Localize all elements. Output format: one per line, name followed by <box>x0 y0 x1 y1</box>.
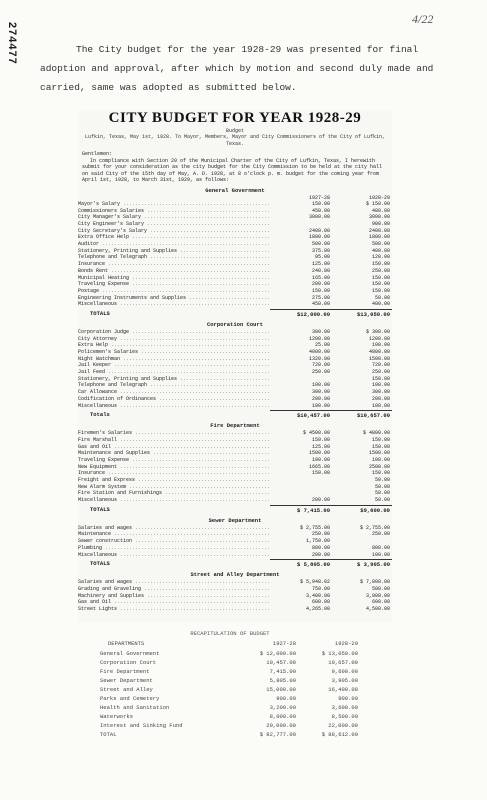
row-label: Maintenance ..... <box>78 531 270 538</box>
row-label: Jail Feed ..... <box>78 369 270 376</box>
row-label: New Alarm System ..... <box>78 484 270 491</box>
row-amount-1928: 720.00 <box>371 362 390 369</box>
budget-row <box>78 437 392 444</box>
row-label: Machinery and Supplies ..... <box>78 593 270 600</box>
recap-label: Interest and Sinking Fund <box>100 722 183 729</box>
row-amount-1928: 500.00 <box>371 241 390 248</box>
row-amount-1928: 900.00 <box>371 221 390 228</box>
row-amount-1927: $ 5,948.02 <box>299 579 330 586</box>
budget-row <box>78 241 392 248</box>
row-amount-1927: 375.00 <box>311 247 330 254</box>
row-label: Car Allowance ..... <box>78 389 270 396</box>
row-label: Codification of Ordinances ..... <box>78 396 270 403</box>
budget-row <box>78 525 392 532</box>
recap-1928: 9,600.00 <box>331 668 358 675</box>
row-amount-1927: 720.00 <box>311 362 330 369</box>
budget-row <box>78 288 392 295</box>
recap-1928: 16,400.00 <box>328 686 358 693</box>
budget-row <box>78 484 392 491</box>
recap-1927: 3,200.00 <box>269 704 296 711</box>
recap-1928: 10,657.00 <box>328 659 358 666</box>
row-label: Postage ..... <box>78 288 270 295</box>
budget-row <box>78 234 392 241</box>
salutation: Gentlemen: <box>82 151 113 157</box>
row-amount-1928: 300.00 <box>371 389 390 396</box>
budget-row <box>78 295 392 302</box>
row-label: Jail Keeper ..... <box>78 362 270 369</box>
row-amount-1928: 100.00 <box>371 342 390 349</box>
row-amount-1927: 750.00 <box>311 585 330 592</box>
row-amount-1928: 3,000.00 <box>365 592 390 599</box>
budget-row <box>78 444 392 451</box>
row-amount-1927: 2400.00 <box>308 227 330 234</box>
row-amount-1928: 1500.00 <box>368 450 390 457</box>
row-label: Fire Marshall ..... <box>78 437 270 444</box>
row-amount-1928: 250.00 <box>371 369 390 376</box>
row-amount-1927: 1,750.00 <box>305 538 330 545</box>
section-heading: Corporation Court <box>206 320 264 328</box>
total-label: TOTALS <box>90 309 110 317</box>
row-amount-1928: 600.00 <box>371 599 390 606</box>
recap-col2: 1928-29 <box>334 640 358 647</box>
recap-1927: 15,000.00 <box>266 686 296 693</box>
recap-row <box>100 721 360 730</box>
row-amount-1927: 3,400.00 <box>305 592 330 599</box>
clipping-subtitle: Budget <box>225 128 244 134</box>
recap-col-label: DEPARTMENTS <box>108 640 145 647</box>
budget-row <box>78 470 392 477</box>
row-label: Extra Office Help ..... <box>78 234 270 241</box>
budget-row <box>78 362 392 369</box>
row-label: Miscellaneous ..... <box>78 403 270 410</box>
row-label: Stationery, Printing and Supplies ..... <box>78 376 270 383</box>
row-label: Firemen's Salaries ..... <box>78 430 270 437</box>
row-amount-1928: 50.00 <box>374 497 390 504</box>
row-amount-1928: 150.00 <box>371 375 390 382</box>
budget-row <box>78 376 392 383</box>
recap-row <box>100 712 360 721</box>
row-amount-1928: 150.00 <box>371 274 390 281</box>
recap-row <box>100 694 360 703</box>
row-amount-1928: 500.00 <box>371 585 390 592</box>
budget-row <box>78 201 392 208</box>
row-amount-1928: $ 150.00 <box>365 200 390 207</box>
row-label: Policemen's Salaries ..... <box>78 349 270 356</box>
row-amount-1928: 50.00 <box>374 490 390 497</box>
budget-row <box>78 396 392 403</box>
recap-1927: 10,457.00 <box>266 659 296 666</box>
row-amount-1928: 4,500.00 <box>365 605 390 612</box>
budget-row <box>78 599 392 606</box>
budget-clipping <box>78 110 392 622</box>
recap-1928: 900.00 <box>338 695 358 702</box>
body-text: In compliance with Section 20 of the Municipal Charter of the City of Lufkin, Texas, I herewith submit for your consideration as the city budget for the City Commission to be held at the city hall on said City of the 15th day of May, A. D. 1928, at 8 o'clock p. m. budget for the coming year from April 1st, 1928, to March 31st, 1929, as follows: <box>82 157 383 184</box>
budget-row <box>78 248 392 255</box>
row-amount-1927: $ 4500.00 <box>302 430 330 437</box>
row-amount-1927: 4,265.00 <box>305 605 330 612</box>
row-label: Bonds Rent ..... <box>78 268 270 275</box>
row-amount-1927: 800.00 <box>311 544 330 551</box>
row-amount-1928: 120.00 <box>371 254 390 261</box>
row-amount-1927: 450.00 <box>311 207 330 214</box>
row-amount-1928: 2500.00 <box>368 463 390 470</box>
row-label: Miscellaneous ..... <box>78 552 270 559</box>
recap-1928: $ 88,612.00 <box>321 731 358 738</box>
budget-row <box>78 281 392 288</box>
row-label: Gas and Oil ..... <box>78 599 270 606</box>
row-amount-1928: 1500.00 <box>368 355 390 362</box>
budget-row <box>78 497 392 504</box>
row-amount-1927: 95.00 <box>314 254 330 261</box>
row-label: Miscellaneous ..... <box>78 301 270 308</box>
budget-row <box>78 369 392 376</box>
recap-row <box>100 658 360 667</box>
row-label: Auditor ..... <box>78 241 270 248</box>
budget-row <box>78 221 392 228</box>
row-amount-1927: 300.00 <box>311 328 330 335</box>
recap-row <box>100 703 360 712</box>
row-amount-1927: 4000.00 <box>308 349 330 356</box>
row-amount-1928: 100.00 <box>371 456 390 463</box>
row-amount-1928: $ 7,800.00 <box>359 579 390 586</box>
budget-row <box>78 208 392 215</box>
recap-1927: 8,000.00 <box>269 713 296 720</box>
total-1928: $9,600.00 <box>330 505 392 514</box>
row-amount-1928: 150.00 <box>371 287 390 294</box>
row-label: Insurance ..... <box>78 470 270 477</box>
recap-1928: 3,905.00 <box>331 677 358 684</box>
row-amount-1928: 150.00 <box>371 436 390 443</box>
row-label: Mayor's Salary ..... <box>78 201 270 208</box>
budget-row <box>78 606 392 613</box>
row-amount-1928: 800.00 <box>371 544 390 551</box>
recap-label: Street and Alley <box>100 686 153 693</box>
row-amount-1928: 3000.00 <box>368 214 390 221</box>
row-label: Miscellaneous ..... <box>78 497 270 504</box>
row-amount-1928: 2400.00 <box>368 227 390 234</box>
budget-sections <box>78 187 392 613</box>
row-amount-1927: 150.00 <box>311 436 330 443</box>
row-amount-1928: 400.00 <box>371 247 390 254</box>
column-1928-29: 1928-29 <box>368 194 390 201</box>
budget-row <box>78 336 392 343</box>
section-heading: Sewer Department <box>208 516 262 524</box>
budget-row <box>78 531 392 538</box>
budget-row <box>78 538 392 545</box>
budget-row <box>78 342 392 349</box>
column-1927-28: 1927-28 <box>308 194 330 201</box>
row-label: Sewer construction ..... <box>78 538 270 545</box>
row-amount-1928: 150.00 <box>371 443 390 450</box>
budget-row <box>78 579 392 586</box>
recapitulation <box>100 630 360 739</box>
recap-1928: 3,600.00 <box>331 704 358 711</box>
recap-1927: 900.00 <box>276 695 296 702</box>
row-amount-1927: 1320.00 <box>308 355 330 362</box>
section-heading: Fire Department <box>210 422 260 430</box>
row-label: Extra Help ..... <box>78 342 270 349</box>
clipping-title: CITY BUDGET FOR YEAR 1928-29 <box>108 110 362 126</box>
budget-row <box>78 477 392 484</box>
recap-label: Sewer Department <box>100 677 153 684</box>
recap-1927: 20,000.00 <box>266 722 296 729</box>
row-amount-1927: 125.00 <box>311 261 330 268</box>
row-amount-1928: 250.00 <box>371 531 390 538</box>
recap-label: Health and Sanitation <box>100 704 170 711</box>
row-label: Night Watchman ..... <box>78 356 270 363</box>
budget-row <box>78 301 392 308</box>
row-amount-1927: 3000.00 <box>308 214 330 221</box>
section-total <box>78 410 392 419</box>
row-label: Insurance ..... <box>78 261 270 268</box>
row-label: City Secretary's Salary ..... <box>78 228 270 235</box>
row-label: Municipal Heating ..... <box>78 275 270 282</box>
row-amount-1928: $ 2,755.00 <box>359 524 390 531</box>
row-amount-1928: 150.00 <box>371 261 390 268</box>
budget-row <box>78 275 392 282</box>
row-amount-1927: 250.00 <box>311 531 330 538</box>
row-amount-1927: 600.00 <box>311 599 330 606</box>
intro-paragraph <box>40 40 460 97</box>
row-label: New Equipment ..... <box>78 464 270 471</box>
row-amount-1927: 500.00 <box>311 241 330 248</box>
row-amount-1927: 275.00 <box>311 294 330 301</box>
budget-row <box>78 430 392 437</box>
row-amount-1927: 100.00 <box>311 456 330 463</box>
row-amount-1928: 1800.00 <box>368 234 390 241</box>
total-1927: $12,000.00 <box>270 309 330 318</box>
total-label: Totals <box>90 411 110 419</box>
row-label: Commissioners Salaries ..... <box>78 208 270 215</box>
row-label: City Engineer's Salary ..... <box>78 221 270 228</box>
recap-1928: 8,500.00 <box>331 713 358 720</box>
budget-row <box>78 356 392 363</box>
recap-1927: $ 12,000.00 <box>259 650 296 657</box>
recap-rows <box>100 649 360 739</box>
row-amount-1927: 1500.00 <box>308 450 330 457</box>
budget-row <box>78 349 392 356</box>
row-label: Grading and Graveling ..... <box>78 586 270 593</box>
row-label: Traveling Expense ..... <box>78 457 270 464</box>
row-amount-1927: 200.00 <box>311 551 330 558</box>
recap-label: Fire Department <box>100 668 150 675</box>
row-amount-1927: 150.00 <box>311 287 330 294</box>
row-amount-1927: 240.00 <box>311 267 330 274</box>
total-1928: $ 3,905.00 <box>330 559 392 568</box>
total-label: TOTALS <box>90 505 110 513</box>
recap-1928: 22,000.00 <box>328 722 358 729</box>
budget-row <box>78 586 392 593</box>
intro-text: The City budget for the year 1928-29 was presented for final adoption and approval, after which by motion and second duly made and carried, same was adopted as submitted below. <box>40 44 434 93</box>
row-amount-1928: 100.00 <box>371 551 390 558</box>
section-heading: General Government <box>205 186 265 194</box>
recap-1927: 5,805.00 <box>269 677 296 684</box>
recap-col1: 1927-28 <box>272 640 296 647</box>
recap-label: Parks and Cemetery <box>100 695 160 702</box>
budget-row <box>78 490 392 497</box>
row-label: Telephone and Telegraph ..... <box>78 382 270 389</box>
row-amount-1928: 1200.00 <box>368 335 390 342</box>
total-label: TOTALS <box>90 560 110 568</box>
recap-column-header <box>100 640 360 647</box>
row-amount-1927: 1800.00 <box>308 234 330 241</box>
row-amount-1928: 150.00 <box>371 470 390 477</box>
row-amount-1928: $ 4800.00 <box>362 430 390 437</box>
row-amount-1927: 1665.00 <box>308 463 330 470</box>
recap-label: TOTAL <box>100 731 117 738</box>
row-label: Salaries and wages ..... <box>78 525 270 532</box>
row-amount-1927: 125.00 <box>311 443 330 450</box>
row-amount-1927: 100.00 <box>311 382 330 389</box>
budget-row <box>78 228 392 235</box>
row-label: City Attorney ..... <box>78 336 270 343</box>
clipping-dateline: Lufkin, Texas, May 1st, 1928. To Mayor, Members, Mayor and City Commissioners of the City of Lufkin, Texas. <box>84 134 386 147</box>
row-amount-1928: 400.00 <box>371 301 390 308</box>
row-amount-1928: 50.00 <box>374 483 390 490</box>
row-label: Maintenance and Supplies ..... <box>78 450 270 457</box>
row-amount-1927: 100.00 <box>311 402 330 409</box>
recap-1927: $ 82,777.00 <box>259 731 296 738</box>
budget-row <box>78 403 392 410</box>
budget-row <box>78 593 392 600</box>
row-label: Fire Station and Furnishings ..... <box>78 490 270 497</box>
row-amount-1927: $ 2,755.00 <box>299 524 330 531</box>
recap-label: Corporation Court <box>100 659 157 666</box>
budget-row <box>78 464 392 471</box>
budget-row <box>78 389 392 396</box>
row-label: Gas and Oil ..... <box>78 444 270 451</box>
row-label: Plumbing ..... <box>78 545 270 552</box>
row-amount-1928: 50.00 <box>374 294 390 301</box>
page-number: 4/22 <box>412 12 434 26</box>
budget-row <box>78 457 392 464</box>
recap-row <box>100 649 360 658</box>
total-1928: $10,657.00 <box>330 410 392 419</box>
recap-label: General Government <box>100 650 160 657</box>
row-amount-1927: 165.00 <box>311 274 330 281</box>
section-total <box>78 505 392 514</box>
recap-label: Waterworks <box>100 713 134 720</box>
row-label: Stationery, Printing and Supplies ..... <box>78 248 270 255</box>
row-label: Street Lights ..... <box>78 606 270 613</box>
row-amount-1928: 250.00 <box>371 267 390 274</box>
row-amount-1928: 480.00 <box>371 207 390 214</box>
budget-row <box>78 382 392 389</box>
row-amount-1928: 150.00 <box>371 281 390 288</box>
clipping-body <box>82 151 388 184</box>
row-amount-1927: 1200.00 <box>308 335 330 342</box>
row-amount-1927: 300.00 <box>311 389 330 396</box>
row-amount-1928: 200.00 <box>371 395 390 402</box>
row-label: Engineering Instruments and Supplies ..... <box>78 295 270 302</box>
recap-row <box>100 730 360 739</box>
total-1928: $13,050.00 <box>330 309 392 318</box>
row-amount-1927: 25.00 <box>314 342 330 349</box>
budget-row <box>78 254 392 261</box>
recap-1927: 7,415.00 <box>269 668 296 675</box>
total-1927: $10,457.00 <box>270 410 330 419</box>
budget-row <box>78 545 392 552</box>
recap-heading: RECAPITULATION OF BUDGET <box>190 630 270 637</box>
section-total <box>78 309 392 318</box>
document-stamp: 274477 <box>6 22 18 65</box>
row-amount-1927: 200.00 <box>311 281 330 288</box>
row-amount-1927: 200.00 <box>311 395 330 402</box>
row-amount-1928: 50.00 <box>374 477 390 484</box>
row-label: Salaries and wages ..... <box>78 579 270 586</box>
recap-row <box>100 676 360 685</box>
budget-row <box>78 329 392 336</box>
row-amount-1928: $ 300.00 <box>365 328 390 335</box>
total-1927: $ 5,805.00 <box>270 559 330 568</box>
section-total <box>78 559 392 568</box>
row-label: Freight and Express ..... <box>78 477 270 484</box>
row-amount-1927: 150.00 <box>311 200 330 207</box>
row-label: City Manager's Salary ..... <box>78 214 270 221</box>
row-label: Traveling Expense ..... <box>78 281 270 288</box>
budget-row <box>78 450 392 457</box>
row-amount-1927: 450.00 <box>311 301 330 308</box>
budget-row <box>78 261 392 268</box>
row-amount-1928: 100.00 <box>371 382 390 389</box>
row-amount-1927: 250.00 <box>311 369 330 376</box>
recap-row <box>100 667 360 676</box>
row-label: Corporation Judge ..... <box>78 329 270 336</box>
row-label: Telephone and Telegraph ..... <box>78 254 270 261</box>
recap-row <box>100 685 360 694</box>
row-amount-1927: 200.00 <box>311 497 330 504</box>
row-amount-1927: 150.00 <box>311 470 330 477</box>
budget-row <box>78 552 392 559</box>
budget-row <box>78 214 392 221</box>
budget-row <box>78 268 392 275</box>
recap-1928: $ 13,050.00 <box>321 650 358 657</box>
row-amount-1928: 4800.00 <box>368 349 390 356</box>
section-heading: Street and Alley Department <box>190 571 280 579</box>
row-amount-1928: 100.00 <box>371 402 390 409</box>
total-1927: $ 7,415.00 <box>270 505 330 514</box>
